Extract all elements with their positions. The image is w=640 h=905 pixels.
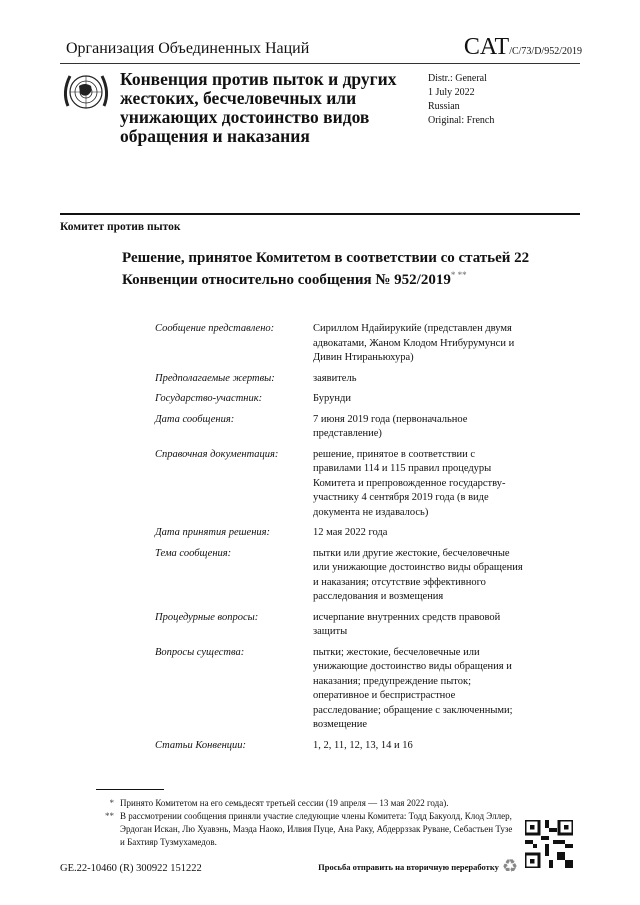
metadata-value: 1, 2, 11, 12, 13, 14 и 16 bbox=[313, 739, 413, 751]
metadata-value: решение, принятое в соответствии с правилами 114 и 115 правил процедуры Комитета и препровожденное государству-участнику 4 сентября 2019 года (в виде документа не издавалось) bbox=[313, 448, 506, 518]
metadata-row bbox=[155, 547, 535, 605]
recycle-icon: ♻ bbox=[501, 856, 518, 876]
metadata-value: исчерпание внутренних средств правовой защиты bbox=[313, 611, 501, 637]
symbol-main: CAT bbox=[463, 34, 510, 60]
date: 1 July 2022 bbox=[428, 87, 475, 98]
metadata-label: Статьи Конвенции: bbox=[155, 739, 247, 751]
decision-title-text: Решение, принятое Комитетом в соответствии со статьей 22 Конвенции относительно сообщения № 952/2019 bbox=[122, 250, 530, 288]
footnote-mark: * bbox=[109, 798, 114, 808]
distribution-info bbox=[428, 72, 494, 128]
distr: Distr.: General bbox=[428, 73, 487, 84]
metadata-row bbox=[155, 611, 535, 640]
metadata-row bbox=[155, 413, 535, 442]
footnote-rule bbox=[96, 789, 164, 790]
symbol-suffix: /C/73/D/952/2019 bbox=[509, 46, 582, 57]
metadata-label: Процедурные вопросы: bbox=[155, 611, 259, 623]
language: Russian bbox=[428, 101, 460, 112]
recycle-area bbox=[250, 856, 518, 877]
decision-title bbox=[122, 250, 542, 288]
metadata-label: Справочная документация: bbox=[155, 448, 279, 460]
metadata-label: Тема сообщения: bbox=[155, 547, 232, 559]
metadata-label: Вопросы существа: bbox=[155, 646, 245, 658]
convention-title: Конвенция против пыток и других жестоких, бесчеловечных или унижающих достоинство видов обращения и наказания bbox=[120, 69, 397, 146]
metadata-value: 7 июня 2019 года (первоначальное представление) bbox=[313, 413, 468, 439]
metadata-row bbox=[155, 392, 535, 407]
metadata-row bbox=[155, 322, 535, 366]
metadata-value: 12 мая 2022 года bbox=[313, 527, 388, 538]
un-emblem-icon bbox=[60, 66, 112, 118]
committee-name: Комитет против пыток bbox=[60, 221, 181, 233]
metadata-label: Дата принятия решения: bbox=[155, 527, 271, 538]
metadata-row bbox=[155, 739, 535, 754]
metadata-row bbox=[155, 448, 535, 521]
metadata-value: заявитель bbox=[313, 372, 357, 384]
original-language: Original: French bbox=[428, 115, 495, 126]
metadata-value: пытки или другие жестокие, бесчеловечные или унижающие достоинство виды обращения и наказания; отсутствие эффективного расследования и возмещения bbox=[313, 547, 523, 602]
metadata-label: Предполагаемые жертвы: bbox=[155, 372, 275, 384]
footnote-mark: ** bbox=[105, 811, 114, 821]
header-rule bbox=[60, 63, 580, 64]
section-rule bbox=[60, 213, 580, 215]
metadata-value: пытки; жестокие, бесчеловечные или унижающие достоинство виды обращения и наказания; предупреждение пыток; оперативное и беспристрастное расследование; обращение с заключенными; возмещение bbox=[313, 646, 513, 730]
metadata-row bbox=[155, 646, 535, 733]
metadata-label: Дата сообщения: bbox=[155, 413, 235, 425]
document-symbol bbox=[464, 34, 582, 61]
job-number: GE.22-10460 (R) 300922 151222 bbox=[60, 863, 202, 874]
metadata-table bbox=[155, 322, 535, 759]
organization-name: Организация Объединенных Наций bbox=[66, 40, 310, 57]
metadata-value: Сириллом Ндайирукийе (представлен двумя адвокатами, Жаном Клодом Нтибурумунси и Дивин Нтираньюхура) bbox=[313, 323, 515, 363]
footnote-text: Принято Комитетом на его семьдесят третьей сессии (19 апреля — 13 мая 2022 года). bbox=[120, 798, 449, 808]
footnote bbox=[96, 797, 516, 810]
footnote-marks: * ** bbox=[450, 269, 467, 280]
metadata-label: Государство-участник: bbox=[155, 393, 263, 404]
footnote-text: В рассмотрении сообщения приняли участие следующие члены Комитета: Тодд Бакуолд, Клод Эллер, Эрдоган Искан, Лю Хуавэнь, Маэда Наоко, Илвия Пуце, Ана Раку, Абдеррззак Руване, Себастьен Тузе и Бахтияр Тузмухамедов. bbox=[120, 811, 513, 847]
metadata-label: Сообщение представлено: bbox=[155, 323, 275, 334]
metadata-value: Бурунди bbox=[313, 393, 351, 404]
qr-code-icon bbox=[525, 820, 573, 868]
footnote bbox=[96, 810, 516, 849]
footnotes bbox=[96, 797, 516, 849]
metadata-row bbox=[155, 372, 535, 387]
recycle-note: Просьба отправить на вторичную переработку bbox=[318, 861, 499, 872]
metadata-row bbox=[155, 526, 535, 541]
